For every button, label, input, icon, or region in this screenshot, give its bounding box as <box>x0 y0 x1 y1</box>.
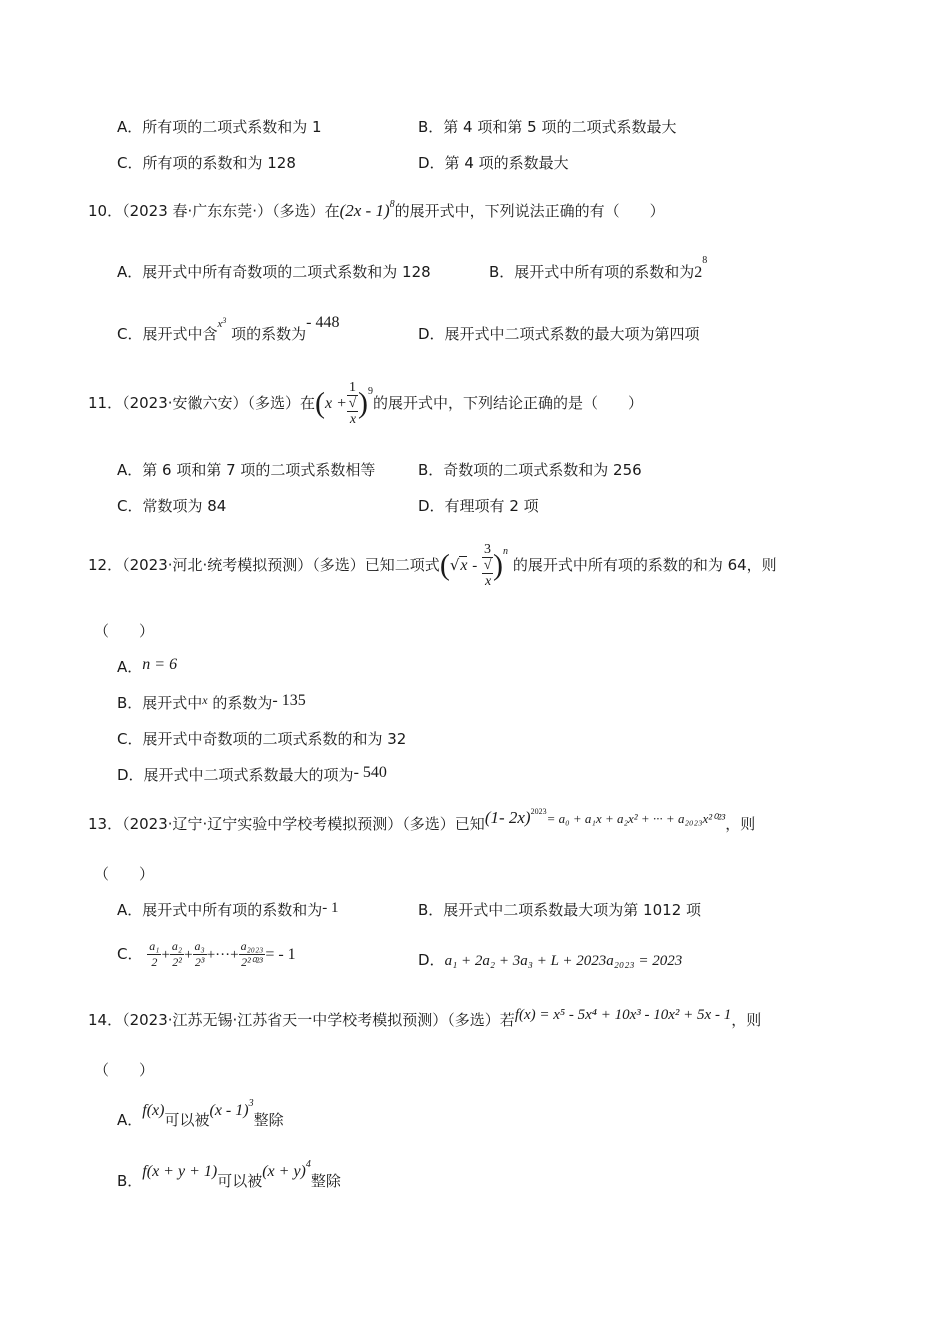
q12-option-b: B．展开式中$^x$ 的系数为- 135 <box>117 692 306 712</box>
q12-expr: (√x - 3 √ x )$^n$ <box>439 542 509 589</box>
q11-option-a: A．第 6 项和第 7 项的二项式系数相等 <box>117 461 376 479</box>
q9-option-a: A．所有项的二项式系数和为 1 <box>117 118 322 136</box>
q13-answer-paren: （ ） <box>94 865 155 883</box>
q13-expr: (1- 2x)$^{2023}$= a₀ + a₁x + a₂x² + ··· + a₂₀₂₃x²⁰²³ <box>484 807 726 827</box>
q11-expr: (x + 1 √ x )$^9$ <box>315 380 373 427</box>
q9-option-d: D．第 4 项的系数最大 <box>418 154 569 172</box>
q10-option-c: C．展开式中含$^{x^3}$ 项的系数为- 448 <box>117 314 340 343</box>
q10-stem <box>88 201 665 224</box>
q13-option-c: C． $\frac{\text{a₁}}{2}$ + $\frac{\text{a₂}}{\text{2²}}$ + $\frac{\text{a₃}}{\text{2³}}$ +···+ $\frac{\text{a₂₀₂₃}}{\text{2²⁰²³}}$ = - 1 <box>117 939 296 969</box>
q14-option-a: A．f(x)可以被(x - 1)$^3$整除 <box>117 1098 284 1129</box>
q11-stem: 11．（2023·安徽六安）（多选）在(x + 1 √ x )$^9$的展开式中，下列结论正确的是（ ） <box>88 380 643 427</box>
q14-stem: 14．（2023·江苏无锡·江苏省天一中学校考模拟预测）（多选）若f(x) = x⁵ - 5x⁴ + 10x³ - 10x² + 5x - 1，则 <box>88 1007 762 1029</box>
q10-option-b: B．展开式中所有项的系数和为$2^8$ <box>489 255 708 281</box>
q12-answer-paren: （ ） <box>94 622 155 640</box>
q11-option-d: D．有理项有 2 项 <box>418 497 539 515</box>
q11-option-b: B．奇数项的二项式系数和为 256 <box>418 461 642 479</box>
q12-option-d: D．展开式中二项式系数最大的项为- 540 <box>117 764 387 784</box>
q12-option-a: A．n = 6 <box>117 656 178 676</box>
q10-option-a: A．展开式中所有奇数项的二项式系数和为 128 <box>117 263 431 281</box>
q14-answer-paren: （ ） <box>94 1061 155 1079</box>
q13-stem: 13．（2023·辽宁·辽宁实验中学校考模拟预测）（多选）已知(1- 2x)$^{2023}$= a₀ + a₁x + a₂x² + ··· + a₂₀₂₃x²⁰²³，则 <box>88 807 756 833</box>
q10-option-d: D．展开式中二项式系数的最大项为第四项 <box>418 325 700 343</box>
q10-number: 10． <box>88 202 123 220</box>
q10-tail: 的展开式中，下列说法正确的有（ ） <box>394 202 665 220</box>
q11-option-c: C．常数项为 84 <box>117 497 227 515</box>
q14-option-b: B．f(x + y + 1)可以被$(x + y)^4$整除 <box>117 1159 341 1190</box>
q9-option-c: C．所有项的系数和为 128 <box>117 154 296 172</box>
q12-stem: 12．（2023·河北·统考模拟预测）（多选）已知二项式(√x - 3 √ x )$^n$ 的展开式中所有项的系数的和为 64，则 <box>88 542 777 589</box>
q13-option-b: B．展开式中二项系数最大项为第 1012 项 <box>418 901 702 919</box>
q9-option-b: B．第 4 项和第 5 项的二项式系数最大 <box>418 118 677 136</box>
q12-option-c: C．展开式中奇数项的二项式系数的和为 32 <box>117 730 407 748</box>
q10-source: （2023 春·广东东莞·）（多选）在 <box>122 202 340 220</box>
q13-option-a: A．展开式中所有项的系数和为- 1 <box>117 900 339 919</box>
q14-expr: f(x) = x⁵ - 5x⁴ + 10x³ - 10x² + 5x - 1 <box>514 1007 732 1023</box>
q10-expr: (2x - 1)$^8$ <box>339 199 395 220</box>
q13-option-d: D．a₁ + 2a₂ + 3a₃ + L + 2023a₂₀₂₃ = 2023 <box>418 951 683 969</box>
